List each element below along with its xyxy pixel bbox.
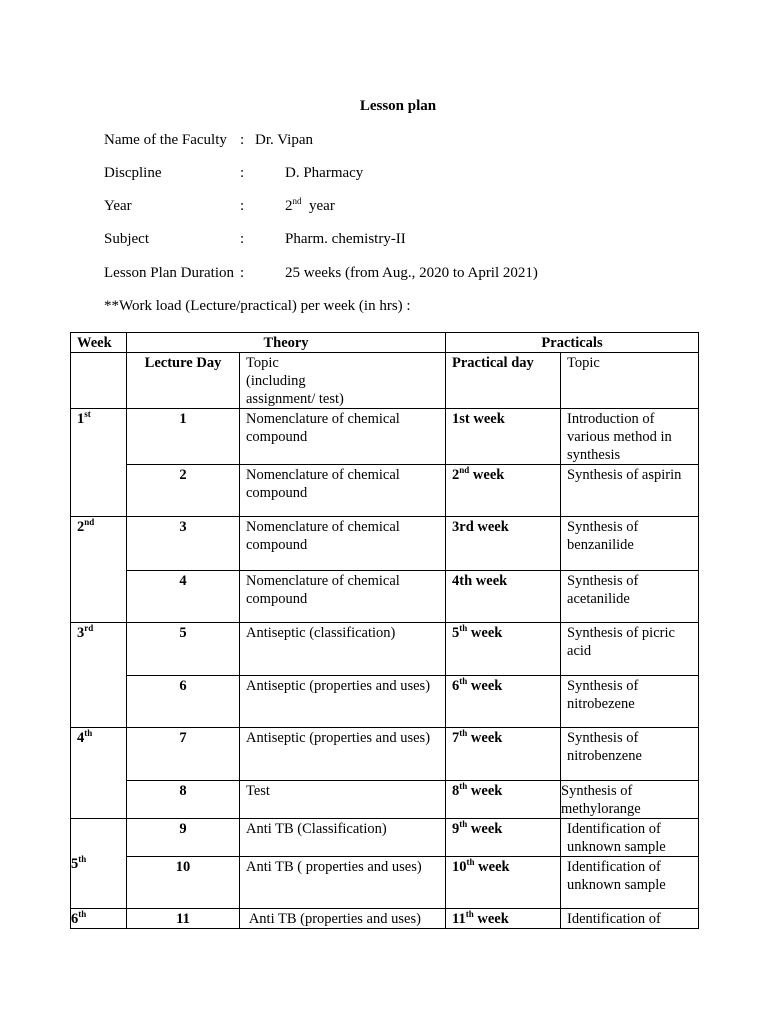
lecture-day: 3 [127, 517, 240, 571]
lecture-day: 1 [127, 409, 240, 465]
practical-day-word: week [474, 859, 510, 875]
lesson-plan-table [70, 332, 699, 929]
header-topic-line: (including [246, 373, 306, 389]
week-cell [71, 623, 127, 728]
lecture-day: 2 [127, 465, 240, 517]
info-label: Name of the Faculty [104, 132, 227, 148]
table-row [71, 781, 699, 819]
practical-day [446, 781, 561, 819]
practical-day-suffix: th [466, 857, 475, 868]
lecture-day: 7 [127, 728, 240, 781]
table-row [71, 465, 699, 517]
lecture-day: 10 [127, 857, 240, 909]
lecture-topic: Nomenclature of chemical compound [240, 517, 446, 571]
practical-day-word: week [467, 625, 503, 641]
info-colon: : [240, 165, 245, 181]
info-label: Year [104, 198, 132, 214]
page-title: Lesson plan [359, 98, 437, 114]
practical-day [446, 517, 561, 571]
info-colon: : [240, 198, 245, 214]
practical-day-word: week [467, 678, 503, 694]
lecture-topic: Antiseptic (properties and uses) [240, 676, 446, 728]
info-value: Dr. Vipan [255, 132, 313, 148]
week-cell [71, 819, 127, 909]
practical-day-suffix: th [465, 909, 474, 920]
practical-day-suffix: nd [459, 465, 470, 476]
practical-topic: Synthesis of aspirin [561, 465, 699, 517]
week-cell [71, 517, 127, 623]
info-label: Discpline [104, 165, 162, 181]
practical-day-number: 11 [452, 911, 466, 927]
practical-topic: Synthesis of benzanilide [561, 517, 699, 571]
info-value: 25 weeks (from Aug., 2020 to April 2021) [285, 265, 538, 281]
lecture-day: 5 [127, 623, 240, 676]
lecture-day: 8 [127, 781, 240, 819]
practical-day-number: 5 [452, 625, 460, 641]
practical-day [446, 409, 561, 465]
practical-day [446, 465, 561, 517]
header-theory: Theory [127, 333, 446, 353]
subheader-empty [71, 353, 127, 409]
practical-day-number: 7 [452, 730, 460, 746]
practical-day-number: 10 [452, 859, 467, 875]
practical-day-word: week [473, 911, 509, 927]
practical-topic: Identification of [561, 909, 699, 929]
table-row [71, 857, 699, 909]
header-practical-topic: Topic [561, 353, 699, 409]
practical-day-suffix: th [459, 781, 468, 792]
practical-day [446, 819, 561, 857]
header-lecture-day: Lecture Day [127, 353, 240, 409]
header-week: Week [71, 333, 127, 353]
table-row [71, 517, 699, 571]
lecture-day: 11 [127, 909, 240, 929]
header-topic-line: assignment/ test) [246, 391, 344, 407]
week-number: 2 [77, 519, 85, 535]
week-suffix: st [84, 409, 91, 420]
practical-day-number: 6 [452, 678, 460, 694]
info-value: Pharm. chemistry-II [285, 231, 406, 247]
info-value [285, 198, 335, 215]
table-row [71, 728, 699, 781]
practical-day-number: 2 [452, 467, 460, 483]
lecture-topic: Nomenclature of chemical compound [240, 465, 446, 517]
week-suffix: rd [84, 623, 94, 634]
week-number: 3 [77, 625, 85, 641]
info-colon: : [240, 231, 245, 247]
lecture-topic: Anti TB (properties and uses) [240, 909, 446, 929]
week-number: 5 [71, 856, 79, 872]
info-label: Subject [104, 231, 149, 247]
table-row [71, 676, 699, 728]
header-practicals: Practicals [446, 333, 699, 353]
practical-day [446, 571, 561, 623]
table-row [71, 571, 699, 623]
practical-day-suffix: th [459, 623, 468, 634]
practical-day-suffix: th [459, 819, 468, 830]
year-number: 2 [285, 198, 293, 214]
practical-day-number: 4th week [452, 573, 508, 589]
practical-topic: Identification of unknown sample [561, 819, 699, 857]
practical-day [446, 909, 561, 929]
practical-topic: Synthesis of nitrobenzene [561, 728, 699, 781]
header-topic [240, 353, 446, 409]
lecture-topic: Nomenclature of chemical compound [240, 571, 446, 623]
info-colon: : [240, 265, 245, 281]
week-suffix: th [84, 728, 93, 739]
practical-topic: Synthesis of methylorange [561, 781, 699, 819]
table-row [71, 819, 699, 857]
year-word: year [301, 198, 335, 214]
lecture-topic: Antiseptic (properties and uses) [240, 728, 446, 781]
info-colon: : [240, 132, 245, 148]
practical-topic: Identification of unknown sample [561, 857, 699, 909]
practical-day-suffix: th [459, 728, 468, 739]
practical-day [446, 623, 561, 676]
practical-topic: Introduction of various method in synthesis [561, 409, 699, 465]
header-topic-line: Topic [246, 355, 279, 371]
info-label: Lesson Plan Duration [104, 265, 234, 281]
table-subheader-row [71, 353, 699, 409]
week-number: 6 [71, 911, 79, 927]
lecture-topic: Test [240, 781, 446, 819]
year-suffix: nd [292, 196, 302, 206]
practical-topic: Synthesis of picric acid [561, 623, 699, 676]
practical-day [446, 857, 561, 909]
practical-topic: Synthesis of acetanilide [561, 571, 699, 623]
practical-day-suffix: th [459, 676, 468, 687]
header-practical-day: Practical day [446, 353, 561, 409]
practical-day [446, 728, 561, 781]
practical-day-word: week [469, 467, 505, 483]
practical-day-number: 8 [452, 783, 460, 799]
week-cell [71, 409, 127, 517]
week-number: 1 [77, 411, 85, 427]
lecture-day: 4 [127, 571, 240, 623]
lecture-topic: Antiseptic (classification) [240, 623, 446, 676]
week-number: 4 [77, 730, 85, 746]
lecture-topic: Anti TB ( properties and uses) [240, 857, 446, 909]
practical-topic: Synthesis of nitrobezene [561, 676, 699, 728]
table-row [71, 623, 699, 676]
lecture-topic: Nomenclature of chemical compound [240, 409, 446, 465]
practical-day-number: 1st week [452, 411, 505, 427]
practical-day-word: week [467, 821, 503, 837]
practical-day-word: week [467, 783, 503, 799]
info-value: D. Pharmacy [285, 165, 364, 181]
lecture-day: 9 [127, 819, 240, 857]
week-suffix: th [78, 854, 87, 865]
lecture-topic: Anti TB (Classification) [240, 819, 446, 857]
table-header-row [71, 333, 699, 353]
week-suffix: nd [84, 517, 95, 528]
practical-day-number: 3rd week [452, 519, 509, 535]
practical-day-number: 9 [452, 821, 460, 837]
lecture-day: 6 [127, 676, 240, 728]
practical-day [446, 676, 561, 728]
workload-text: **Work load (Lecture/practical) per week (in hrs) : [104, 298, 411, 314]
week-suffix: th [78, 909, 87, 920]
week-cell [71, 909, 127, 929]
week-cell [71, 728, 127, 819]
table-row [71, 409, 699, 465]
table-row [71, 909, 699, 929]
practical-day-word: week [467, 730, 503, 746]
